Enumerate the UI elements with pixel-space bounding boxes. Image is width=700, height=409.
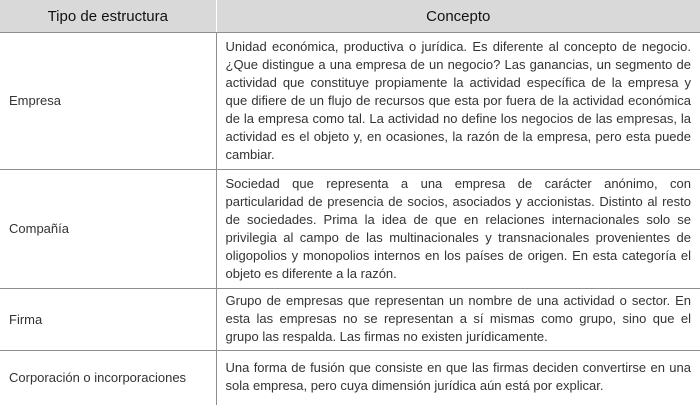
row-tipo: Compañía [0, 170, 216, 289]
table-row [0, 33, 700, 170]
row-tipo: Corporación o incorporaciones [0, 351, 216, 405]
table-row [0, 170, 700, 289]
header-tipo-estructura: Tipo de estructura [0, 0, 216, 33]
row-concepto: Grupo de empresas que representan un nombre de una actividad o sector. En esta las empresas no se representan a sí mismas como grupo, sino que el grupo las respalda. Las firmas no existen jurídicamente. [216, 289, 700, 351]
table-row [0, 289, 700, 351]
row-tipo: Firma [0, 289, 216, 351]
row-concepto: Sociedad que representa a una empresa de carácter anónimo, con particularidad de presencia de socios, asociados y accionistas. Distinto al resto de sociedades. Prima la idea de que en relaciones internacionales solo se privilegia al campo de las multinacionales y transnacionales provenientes de oligopolios y monopolios internos en los países de origen. En esta categoría el objeto es diferente a la razón. [216, 170, 700, 289]
row-tipo: Empresa [0, 33, 216, 170]
table-row [0, 351, 700, 405]
header-concepto: Concepto [216, 0, 700, 33]
row-concepto: Unidad económica, productiva o jurídica. Es diferente al concepto de negocio. ¿Que distingue a una empresa de un negocio? Las ganancias, un segmento de actividad que constituye propiamente la actividad específica de la empresa y que difiere de un flujo de recursos que esta por fuera de la actividad económica de la empresa como tal. La actividad no define los negocios de las empresas, la actividad es el objeto y, en ocasiones, la razón de la empresa, pero esta puede cambiar. [216, 33, 700, 170]
header-row [0, 0, 700, 33]
row-concepto: Una forma de fusión que consiste en que las firmas deciden convertirse en una sola empresa, pero cuya dimensión jurídica aún está por explicar. [225, 360, 691, 394]
